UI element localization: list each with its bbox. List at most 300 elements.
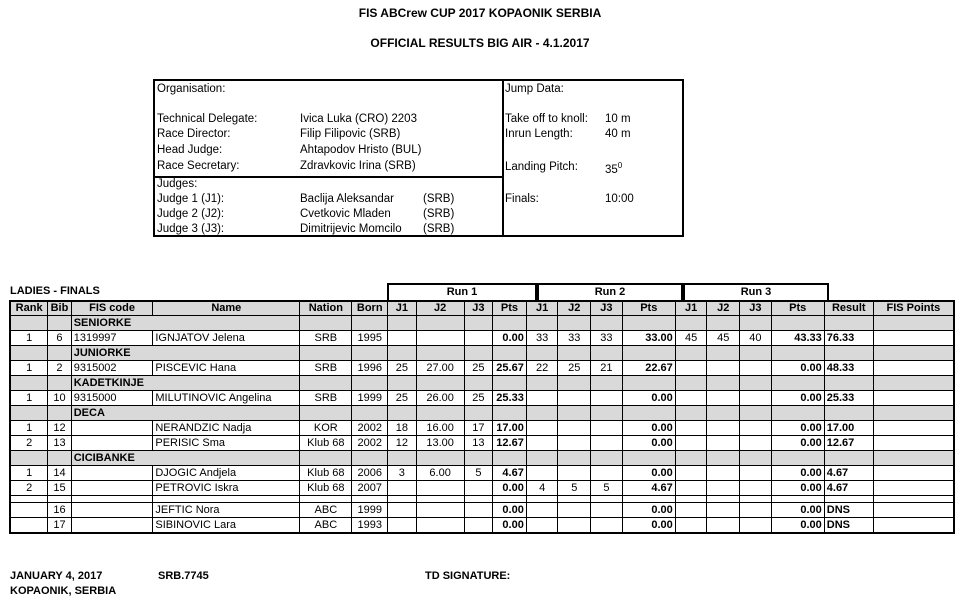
judge-name: Baclija Aleksandar <box>300 193 394 205</box>
inrun-value: 40 m <box>605 128 631 140</box>
table-cell <box>675 391 707 406</box>
table-cell: 1995 <box>352 331 388 346</box>
table-cell <box>707 481 740 496</box>
table-cell <box>558 496 591 503</box>
table-cell <box>707 316 740 331</box>
table-cell: 13 <box>48 436 71 451</box>
table-cell <box>591 451 623 466</box>
table-cell <box>873 436 954 451</box>
table-cell <box>558 466 591 481</box>
column-header: Born <box>352 301 388 316</box>
table-cell: 0.00 <box>771 503 824 518</box>
table-cell <box>71 496 153 503</box>
finals-value: 10:00 <box>605 193 634 205</box>
table-cell <box>675 346 707 361</box>
table-cell: 16.00 <box>416 421 464 436</box>
table-cell <box>771 406 824 421</box>
jump-data-heading: Jump Data: <box>505 83 564 95</box>
judge-role: Judge 2 (J2): <box>157 208 225 220</box>
judge-nation: (SRB) <box>423 208 455 220</box>
table-cell <box>526 466 558 481</box>
table-cell <box>622 346 675 361</box>
table-cell <box>622 316 675 331</box>
table-cell: 0.00 <box>493 518 527 534</box>
table-cell: 0.00 <box>771 481 824 496</box>
column-header: Rank <box>10 301 48 316</box>
table-cell <box>388 451 417 466</box>
table-cell <box>10 503 48 518</box>
table-cell: 17 <box>48 518 71 534</box>
table-cell: 0.00 <box>493 503 527 518</box>
table-cell <box>300 346 352 361</box>
table-cell: 17.00 <box>824 421 873 436</box>
table-cell <box>675 451 707 466</box>
official-role: Race Secretary: <box>157 160 240 172</box>
table-cell: 4.67 <box>622 481 675 496</box>
table-cell <box>873 503 954 518</box>
table-cell: 25 <box>388 391 417 406</box>
table-cell <box>300 376 352 391</box>
footer-place: KOPAONIK, SERBIA <box>10 585 117 597</box>
table-cell <box>740 346 772 361</box>
column-header: J2 <box>416 301 464 316</box>
table-cell: 13.00 <box>416 436 464 451</box>
table-cell: 1999 <box>352 503 388 518</box>
table-cell <box>416 481 464 496</box>
table-cell: NERANDZIC Nadja <box>153 421 300 436</box>
table-cell <box>300 496 352 503</box>
category-label: SENIORKE <box>71 316 300 331</box>
table-cell <box>416 346 464 361</box>
category-label: DECA <box>71 406 300 421</box>
table-cell: 2002 <box>352 436 388 451</box>
table-cell <box>464 331 493 346</box>
table-cell <box>558 436 591 451</box>
table-cell <box>388 481 417 496</box>
table-cell <box>675 436 707 451</box>
table-cell: 12.67 <box>493 436 527 451</box>
table-cell <box>526 436 558 451</box>
column-header: Nation <box>300 301 352 316</box>
info-box <box>153 79 684 237</box>
results-table <box>9 300 955 534</box>
table-row <box>10 331 954 346</box>
td-signature-label: TD SIGNATURE: <box>425 570 511 582</box>
table-cell <box>675 316 707 331</box>
table-cell <box>740 451 772 466</box>
table-cell <box>416 406 464 421</box>
table-cell <box>622 496 675 503</box>
table-cell: 21 <box>591 361 623 376</box>
table-cell <box>416 451 464 466</box>
table-cell: 12 <box>48 421 71 436</box>
official-role: Race Director: <box>157 128 231 140</box>
table-cell <box>71 421 153 436</box>
table-cell <box>707 361 740 376</box>
footer-date: JANUARY 4, 2017 <box>10 570 103 582</box>
table-cell: 1999 <box>352 391 388 406</box>
table-cell: SRB <box>300 391 352 406</box>
table-cell <box>464 503 493 518</box>
table-cell: 0.00 <box>771 518 824 534</box>
table-cell <box>558 316 591 331</box>
judge-role: Judge 1 (J1): <box>157 193 225 205</box>
table-cell <box>526 496 558 503</box>
table-cell: 25.33 <box>824 391 873 406</box>
table-cell <box>591 466 623 481</box>
takeoff-value: 10 m <box>605 113 631 125</box>
table-cell <box>707 496 740 503</box>
table-cell: 0.00 <box>622 503 675 518</box>
table-cell <box>464 481 493 496</box>
table-cell <box>388 496 417 503</box>
category-row <box>10 451 954 466</box>
table-cell <box>771 316 824 331</box>
table-cell: 17 <box>464 421 493 436</box>
official-role: Technical Delegate: <box>157 113 258 125</box>
table-cell: 10 <box>48 391 71 406</box>
table-row <box>10 436 954 451</box>
table-cell: DJOGIC Andjela <box>153 466 300 481</box>
table-cell: 0.00 <box>622 421 675 436</box>
column-header: J2 <box>558 301 591 316</box>
table-cell <box>771 346 824 361</box>
table-cell: 0.00 <box>493 481 527 496</box>
table-cell: 5 <box>464 466 493 481</box>
table-cell: MILUTINOVIC Angelina <box>153 391 300 406</box>
table-cell <box>824 346 873 361</box>
table-cell <box>464 518 493 534</box>
table-cell <box>558 346 591 361</box>
table-cell: 1 <box>10 391 48 406</box>
column-header: J1 <box>388 301 417 316</box>
table-row <box>10 391 954 406</box>
header-row <box>10 301 954 316</box>
table-cell: 0.00 <box>771 421 824 436</box>
table-cell <box>388 376 417 391</box>
table-cell <box>464 451 493 466</box>
table-cell <box>675 361 707 376</box>
table-cell <box>707 391 740 406</box>
table-cell <box>591 503 623 518</box>
table-cell <box>771 376 824 391</box>
table-cell <box>10 346 48 361</box>
table-cell: 9315000 <box>71 391 153 406</box>
judges-heading: Judges: <box>157 178 198 190</box>
table-cell: 4.67 <box>824 481 873 496</box>
table-cell <box>740 376 772 391</box>
table-cell <box>675 518 707 534</box>
table-cell <box>740 503 772 518</box>
table-cell: 0.00 <box>771 466 824 481</box>
table-cell: 0.00 <box>622 466 675 481</box>
table-cell: DNS <box>824 503 873 518</box>
table-cell <box>352 451 388 466</box>
table-cell <box>707 421 740 436</box>
table-cell <box>493 451 527 466</box>
table-cell <box>388 331 417 346</box>
table-cell: 40 <box>740 331 772 346</box>
column-header: FIS Points <box>873 301 954 316</box>
table-cell <box>622 376 675 391</box>
category-label: JUNIORKE <box>71 346 300 361</box>
column-header: J3 <box>464 301 493 316</box>
table-cell: 25 <box>464 391 493 406</box>
table-cell <box>873 406 954 421</box>
table-cell <box>558 518 591 534</box>
page-subtitle: OFFICIAL RESULTS BIG AIR - 4.1.2017 <box>370 36 590 50</box>
table-cell <box>622 451 675 466</box>
inrun-label: Inrun Length: <box>505 128 573 140</box>
table-cell <box>300 406 352 421</box>
table-cell <box>707 376 740 391</box>
table-row <box>10 481 954 496</box>
category-row <box>10 406 954 421</box>
table-cell <box>591 518 623 534</box>
table-cell: 18 <box>388 421 417 436</box>
table-cell <box>71 436 153 451</box>
table-cell <box>493 316 527 331</box>
column-header: Result <box>824 301 873 316</box>
table-cell <box>493 346 527 361</box>
table-cell <box>675 406 707 421</box>
table-cell <box>464 406 493 421</box>
table-cell <box>740 496 772 503</box>
table-cell: KOR <box>300 421 352 436</box>
table-cell: 1996 <box>352 361 388 376</box>
table-cell <box>740 466 772 481</box>
table-cell <box>10 451 48 466</box>
table-cell <box>352 496 388 503</box>
table-cell: 17.00 <box>493 421 527 436</box>
table-cell <box>10 376 48 391</box>
column-header: Name <box>153 301 300 316</box>
table-cell <box>873 451 954 466</box>
table-cell <box>558 376 591 391</box>
table-cell <box>493 406 527 421</box>
table-cell: 2007 <box>352 481 388 496</box>
table-cell <box>675 421 707 436</box>
table-cell <box>591 436 623 451</box>
table-cell: 2002 <box>352 421 388 436</box>
table-cell <box>10 518 48 534</box>
table-cell: PISCEVIC Hana <box>153 361 300 376</box>
column-header: Bib <box>48 301 71 316</box>
table-cell: ABC <box>300 503 352 518</box>
table-cell <box>558 391 591 406</box>
table-cell <box>352 346 388 361</box>
table-cell <box>740 361 772 376</box>
column-header: FIS code <box>71 301 153 316</box>
table-cell: Klub 68 <box>300 466 352 481</box>
table-cell <box>824 316 873 331</box>
table-cell: 0.00 <box>622 518 675 534</box>
table-cell: IGNJATOV Jelena <box>153 331 300 346</box>
table-cell: 1 <box>10 331 48 346</box>
run-header: Run 1 <box>387 283 537 300</box>
table-cell <box>416 376 464 391</box>
table-cell <box>740 481 772 496</box>
table-cell: SRB <box>300 361 352 376</box>
table-cell <box>388 503 417 518</box>
table-cell <box>740 406 772 421</box>
table-cell <box>591 406 623 421</box>
table-cell: Klub 68 <box>300 436 352 451</box>
table-cell <box>873 361 954 376</box>
table-cell <box>707 518 740 534</box>
table-cell: 26.00 <box>416 391 464 406</box>
table-cell <box>707 466 740 481</box>
official-name: Ivica Luka (CRO) 2203 <box>300 113 417 125</box>
table-cell: JEFTIC Nora <box>153 503 300 518</box>
judge-name: Dimitrijevic Momcilo <box>300 223 402 235</box>
table-row <box>10 466 954 481</box>
table-cell <box>824 406 873 421</box>
table-cell: 12 <box>388 436 417 451</box>
table-cell: 2 <box>48 361 71 376</box>
run-header: Run 2 <box>537 283 683 300</box>
table-cell: 33 <box>591 331 623 346</box>
category-row <box>10 346 954 361</box>
info-divider-horizontal <box>155 176 502 178</box>
table-cell <box>707 406 740 421</box>
table-cell <box>873 421 954 436</box>
table-cell: Klub 68 <box>300 481 352 496</box>
table-cell <box>771 451 824 466</box>
table-cell <box>48 376 71 391</box>
table-cell <box>873 481 954 496</box>
table-cell <box>873 391 954 406</box>
table-cell: 2 <box>10 481 48 496</box>
table-cell <box>740 391 772 406</box>
table-cell <box>771 496 824 503</box>
table-cell: 25 <box>464 361 493 376</box>
column-header: Pts <box>622 301 675 316</box>
table-cell: 45 <box>707 331 740 346</box>
table-cell <box>416 518 464 534</box>
table-cell <box>388 518 417 534</box>
table-cell <box>740 518 772 534</box>
table-cell: 4.67 <box>824 466 873 481</box>
page-title: FIS ABCrew CUP 2017 KOPAONIK SERBIA <box>358 6 602 20</box>
column-header: Pts <box>771 301 824 316</box>
table-cell <box>873 316 954 331</box>
table-cell: 13 <box>464 436 493 451</box>
table-cell: 33 <box>526 331 558 346</box>
table-cell <box>71 466 153 481</box>
table-cell: 2 <box>10 436 48 451</box>
table-cell: PETROVIC Iskra <box>153 481 300 496</box>
table-cell <box>675 503 707 518</box>
table-cell: 3 <box>388 466 417 481</box>
table-cell: 45 <box>675 331 707 346</box>
table-cell <box>558 503 591 518</box>
table-cell <box>388 346 417 361</box>
table-cell <box>71 481 153 496</box>
table-cell: 22.67 <box>622 361 675 376</box>
table-cell: ABC <box>300 518 352 534</box>
official-name: Ahtapodov Hristo (BUL) <box>300 144 422 156</box>
table-cell: 16 <box>48 503 71 518</box>
table-cell: 33 <box>558 331 591 346</box>
table-row <box>10 421 954 436</box>
table-cell <box>591 496 623 503</box>
table-cell <box>48 346 71 361</box>
table-cell <box>526 316 558 331</box>
table-cell <box>526 518 558 534</box>
table-cell <box>622 406 675 421</box>
table-cell: PERISIC Sma <box>153 436 300 451</box>
table-cell <box>526 503 558 518</box>
official-name: Filip Filipovic (SRB) <box>300 128 401 140</box>
table-cell <box>416 496 464 503</box>
table-cell <box>873 496 954 503</box>
table-cell: 0.00 <box>771 391 824 406</box>
table-cell <box>740 436 772 451</box>
table-cell <box>591 346 623 361</box>
table-cell <box>873 346 954 361</box>
table-cell <box>493 496 527 503</box>
table-cell <box>558 421 591 436</box>
table-cell <box>873 466 954 481</box>
table-cell: 9315002 <box>71 361 153 376</box>
table-cell <box>464 496 493 503</box>
table-cell <box>153 496 300 503</box>
pitch-value: $35^0$ <box>605 161 623 176</box>
table-cell <box>675 376 707 391</box>
table-row <box>10 518 954 534</box>
judge-nation: (SRB) <box>423 223 455 235</box>
pitch-unit: 0 <box>617 161 623 170</box>
table-cell: 1 <box>10 421 48 436</box>
table-cell: 1 <box>10 466 48 481</box>
table-cell <box>464 376 493 391</box>
table-cell <box>873 518 954 534</box>
table-cell <box>300 316 352 331</box>
table-cell <box>10 406 48 421</box>
official-role: Head Judge: <box>157 144 223 156</box>
table-cell <box>873 331 954 346</box>
table-cell: 48.33 <box>824 361 873 376</box>
table-cell <box>707 346 740 361</box>
official-name: Zdravkovic Irina (SRB) <box>300 160 416 172</box>
table-row <box>10 361 954 376</box>
table-cell <box>352 376 388 391</box>
table-cell: 2006 <box>352 466 388 481</box>
judge-name: Cvetkovic Mladen <box>300 208 391 220</box>
footer-code: SRB.7745 <box>158 570 209 582</box>
table-cell <box>526 421 558 436</box>
column-header: Pts <box>493 301 527 316</box>
judge-role: Judge 3 (J3): <box>157 223 225 235</box>
column-header: J1 <box>526 301 558 316</box>
table-cell <box>591 316 623 331</box>
table-cell <box>526 391 558 406</box>
table-cell <box>675 481 707 496</box>
table-cell: 43.33 <box>771 331 824 346</box>
table-cell <box>416 331 464 346</box>
table-cell <box>10 496 48 503</box>
table-cell <box>352 406 388 421</box>
table-cell: 5 <box>591 481 623 496</box>
table-cell: 1993 <box>352 518 388 534</box>
table-cell: DNS <box>824 518 873 534</box>
table-cell: 4 <box>526 481 558 496</box>
table-cell <box>740 421 772 436</box>
table-cell: 12.67 <box>824 436 873 451</box>
table-cell <box>526 406 558 421</box>
table-cell: 0.00 <box>771 436 824 451</box>
